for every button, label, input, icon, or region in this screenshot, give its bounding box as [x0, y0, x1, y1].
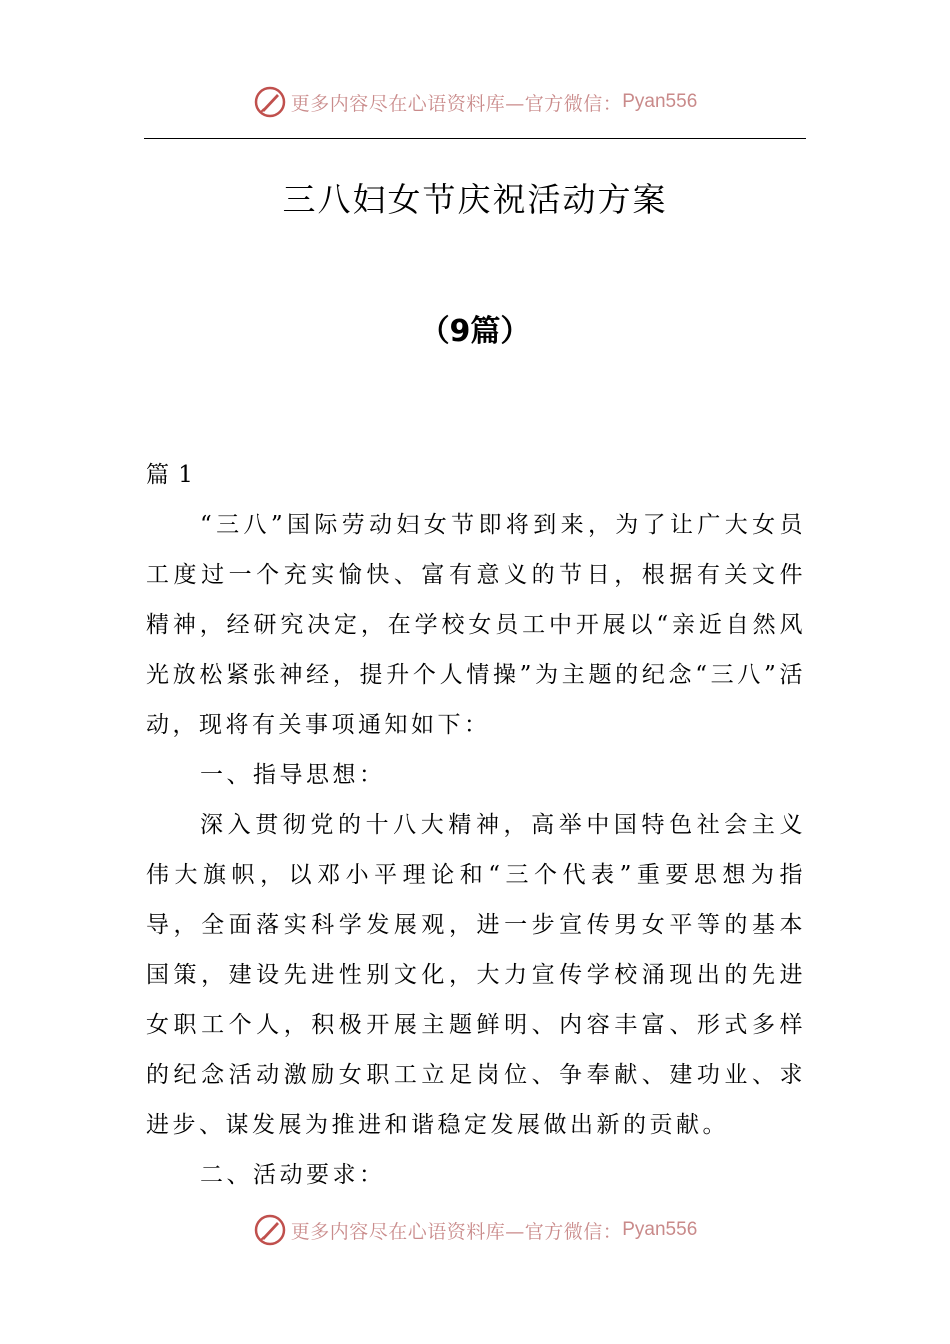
paragraph: “三八”国际劳动妇女节即将到来，为了让广大女员工度过一个充实愉快、富有意义的节日，根据有关文件精神，经研究决定，在学校女员工中开展以“亲近自然风光放松紧张神经，提升个人情操”为主题的纪念“三八”活动，现将有关事项通知如下：	[146, 512, 806, 738]
section-label: 篇 1	[146, 462, 194, 488]
watermark-text: 更多内容尽在心语资料库—官方微信：	[290, 1220, 623, 1243]
watermark-text: 更多内容尽在心语资料库—官方微信：	[290, 92, 623, 115]
heading-activity-requirements: 二、活动要求：	[200, 1162, 386, 1188]
watermark-wechat-id: Pyan556	[622, 91, 698, 112]
watermark-wechat-id: Pyan556	[622, 1219, 698, 1240]
paragraph: 深入贯彻党的十八大精神，高举中国特色社会主义伟大旗帜，以邓小平理论和“三个代表”重要思想为指导，全面落实科学发展观，进一步宣传男女平等的基本国策，建设先进性别文化，大力宣传学校涌现出的先进女职工个人，积极开展主题鲜明、内容丰富、形式多样的纪念活动激励女职工立足岗位、争奉献、建功业、求进步、谋发展为推进和谐稳定发展做出新的贡献。	[146, 812, 806, 1138]
footer-watermark	[0, 1210, 950, 1250]
quill-pen-logo-icon	[253, 85, 287, 119]
document-title: 三八妇女节庆祝活动方案	[282, 180, 668, 219]
header-watermark	[0, 82, 950, 122]
quill-pen-logo-icon	[253, 1213, 287, 1247]
document-body	[146, 450, 806, 1200]
document-subtitle: （9篇）	[419, 314, 531, 349]
header-divider	[144, 138, 806, 139]
heading-guiding-ideology: 一、指导思想：	[200, 762, 386, 788]
